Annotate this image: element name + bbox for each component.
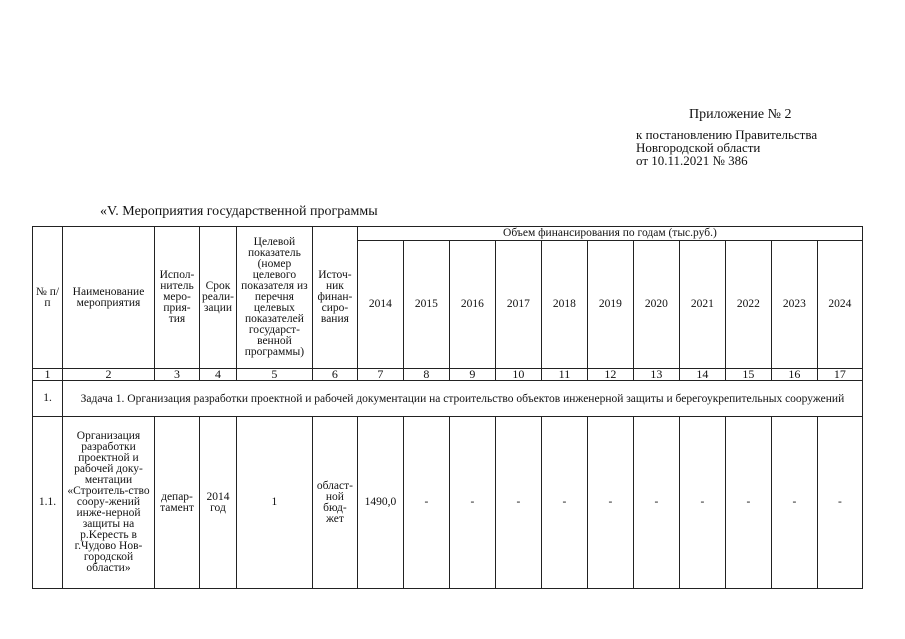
funding-value: - bbox=[725, 417, 771, 589]
year-header: 2016 bbox=[449, 241, 495, 369]
col-header-num: № п/п bbox=[33, 227, 63, 369]
year-header: 2017 bbox=[495, 241, 541, 369]
decree-line: к постановлению Правительства bbox=[636, 127, 818, 142]
header-row bbox=[33, 227, 863, 241]
funding-value: - bbox=[449, 417, 495, 589]
column-number: 11 bbox=[541, 369, 587, 381]
column-number: 9 bbox=[449, 369, 495, 381]
year-header: 2014 bbox=[357, 241, 403, 369]
column-number: 16 bbox=[771, 369, 817, 381]
funding-value: - bbox=[817, 417, 862, 589]
year-header: 2023 bbox=[771, 241, 817, 369]
column-number: 14 bbox=[679, 369, 725, 381]
term: 2014 год bbox=[200, 417, 237, 589]
col-header-term: Срок реали-зации bbox=[200, 227, 237, 369]
funding-value: - bbox=[495, 417, 541, 589]
column-number: 15 bbox=[725, 369, 771, 381]
task-description: Задача 1. Организация разработки проектной и рабочей документации на строительство объектов инженерной защиты и берегоукрепительных сооружений bbox=[63, 381, 863, 417]
funding-value: - bbox=[403, 417, 449, 589]
funding-value: - bbox=[633, 417, 679, 589]
column-number: 1 bbox=[33, 369, 63, 381]
funding-source: област-ной бюд-жет bbox=[312, 417, 357, 589]
column-number: 4 bbox=[200, 369, 237, 381]
col-header-source: Источ-ник финан-сиро-вания bbox=[312, 227, 357, 369]
section-title: «V. Мероприятия государственной программы bbox=[100, 204, 378, 219]
appendix-label: Приложение № 2 bbox=[689, 107, 792, 122]
measure-name: Организация разработки проектной и рабочей доку-ментации «Строитель-ство соору-жений инже-нерной защиты на р.Keресть в г.Чудово Нов-городской области» bbox=[63, 417, 155, 589]
column-number: 10 bbox=[495, 369, 541, 381]
year-header: 2015 bbox=[403, 241, 449, 369]
column-number: 13 bbox=[633, 369, 679, 381]
year-header: 2024 bbox=[817, 241, 862, 369]
funding-value: 1490,0 bbox=[357, 417, 403, 589]
column-number: 3 bbox=[155, 369, 200, 381]
decree-reference bbox=[636, 128, 817, 167]
year-header: 2021 bbox=[679, 241, 725, 369]
indicator: 1 bbox=[236, 417, 312, 589]
year-header: 2019 bbox=[587, 241, 633, 369]
task-row bbox=[33, 381, 863, 417]
task-num: 1. bbox=[33, 381, 63, 417]
decree-line: от 10.11.2021 № 386 bbox=[636, 153, 748, 168]
column-number: 8 bbox=[403, 369, 449, 381]
measures-table bbox=[32, 226, 863, 589]
funding-value: - bbox=[587, 417, 633, 589]
column-number: 17 bbox=[817, 369, 862, 381]
funding-value: - bbox=[771, 417, 817, 589]
col-header-indicator: Целевой показатель (номер целевого показателя из перечня целевых показателей государст-венной программы) bbox=[236, 227, 312, 369]
decree-line: Новгородской области bbox=[636, 140, 761, 155]
year-header: 2018 bbox=[541, 241, 587, 369]
row-num: 1.1. bbox=[33, 417, 63, 589]
table-row bbox=[33, 417, 863, 589]
column-number: 2 bbox=[63, 369, 155, 381]
column-number: 7 bbox=[357, 369, 403, 381]
col-header-name: Наименование мероприятия bbox=[63, 227, 155, 369]
year-header: 2022 bbox=[725, 241, 771, 369]
executor: депар-тамент bbox=[155, 417, 200, 589]
col-header-funding: Объем финансирования по годам (тыс.руб.) bbox=[357, 227, 862, 241]
col-header-executor: Испол-нитель меро-прия-тия bbox=[155, 227, 200, 369]
column-number: 12 bbox=[587, 369, 633, 381]
funding-value: - bbox=[679, 417, 725, 589]
column-number-row bbox=[33, 369, 863, 381]
column-number: 6 bbox=[312, 369, 357, 381]
funding-value: - bbox=[541, 417, 587, 589]
column-number: 5 bbox=[236, 369, 312, 381]
year-header: 2020 bbox=[633, 241, 679, 369]
